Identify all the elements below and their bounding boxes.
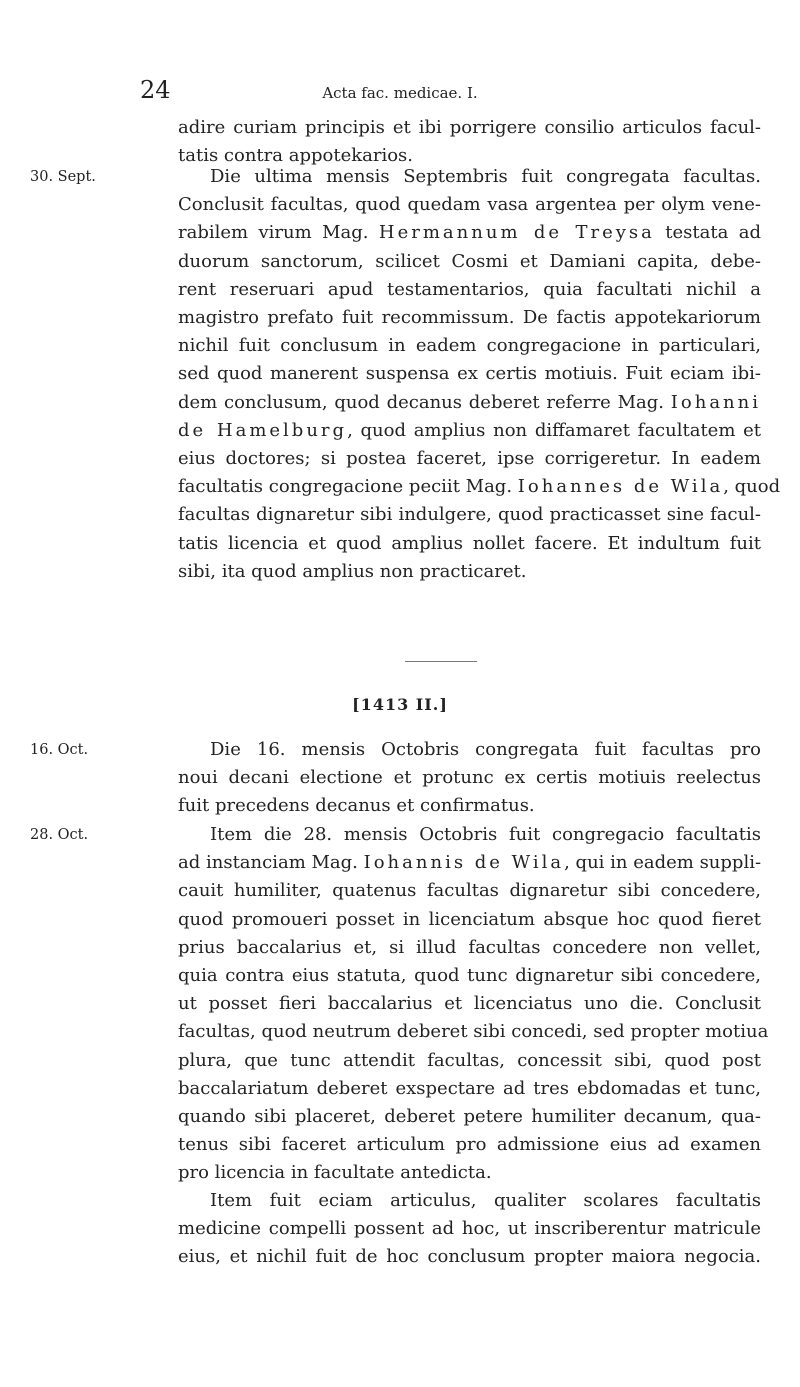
paragraph-30-sept (178, 163, 781, 586)
text-line: Die 16. mensis Octobris congregata fuit facultas pro (210, 739, 761, 760)
text-segment: dem conclusum, quod decanus deberet referre Mag. (178, 391, 671, 413)
text-line: adire curiam principis et ibi porrigere consilio articulos facul- (178, 117, 761, 138)
text-line: cauit humiliter, quatenus facultas dignaretur sibi concedere, (178, 880, 761, 902)
text-line: facultas, quod neutrum deberet sibi concedi, sed propter motiua (178, 1021, 769, 1043)
text-segment: ad instanciam Mag. (178, 852, 364, 874)
text-segment: facultatis congregacione peciit Mag. (178, 476, 518, 498)
text-segment: testata ad (654, 222, 762, 244)
text-line: facultas dignaretur sibi indulgere, quod practicasset sine facul- (178, 504, 761, 526)
text-line: quia contra eius statuta, quod tunc dignaretur sibi concedere, (178, 965, 761, 987)
text-segment: , qui in eadem suppli- (564, 852, 762, 874)
text-segment: , quod amplius non diffamaret facultatem et (347, 419, 762, 441)
person-name-hamelburg: de Hamelburg (178, 419, 348, 441)
margin-date-28-oct: 28. Oct. (30, 827, 89, 843)
text-line: prius baccalarius et, si illud facultas concedere non vellet, (178, 936, 761, 958)
text-line: medicine compelli possent ad hoc, ut inscriberentur matricule (178, 1218, 761, 1240)
text-line (178, 389, 761, 417)
person-name-hermann: Hermannum de Treysa (378, 222, 655, 244)
text-line: tatis licencia et quod amplius nollet facere. Et indultum fuit (178, 532, 761, 554)
text-line: ut posset fieri baccalarius et licenciatus uno die. Conclusit (178, 993, 761, 1015)
text-line: quod promoueri posset in licenciatum absque hoc quod fieret (178, 908, 761, 930)
text-line: Conclusit facultas, quod quedam vasa argentea per olym vene- (178, 194, 761, 216)
person-name-wila: Iohannes de Wila (517, 476, 724, 498)
text-line: pro licencia in facultate antedicta. (178, 1162, 492, 1184)
text-line: magistro prefato fuit recommissum. De factis appotekariorum (178, 307, 761, 329)
section-divider (405, 661, 477, 662)
text-line (178, 849, 761, 877)
margin-date-16-oct: 16. Oct. (30, 742, 89, 758)
text-line: Item die 28. mensis Octobris fuit congregacio facultatis (210, 824, 761, 845)
text-line: noui decani electione et protunc ex certis motiuis reelectus (178, 767, 761, 789)
text-segment: , quod (723, 476, 781, 498)
paragraph-matricule (178, 1187, 761, 1272)
text-line: Die ultima mensis Septembris fuit congregata facultas. (210, 166, 761, 187)
text-line: eius doctores; si postea faceret, ipse corrigeretur. In eadem (178, 448, 761, 470)
text-line: baccalariatum deberet exspectare ad tres ebdomadas et tunc, (178, 1077, 761, 1099)
text-line: nichil fuit conclusum in eadem congregacione in particulari, (178, 335, 761, 357)
text-line: tenus sibi faceret articulum pro admissione eius ad examen (178, 1134, 761, 1156)
text-line: duorum sanctorum, scilicet Cosmi et Damiani capita, debe- (178, 250, 761, 272)
text-segment: rabilem virum Mag. (178, 222, 379, 244)
text-line: plura, que tunc attendit facultas, concessit sibi, quod post (178, 1049, 761, 1071)
text-line (178, 417, 761, 445)
text-line: tatis contra appotekarios. (178, 145, 414, 167)
paragraph-continuation (178, 114, 761, 170)
person-name-iohanni: Iohanni (670, 391, 761, 413)
running-title: Acta fac. medicae. I. (322, 84, 478, 102)
text-line: fuit precedens decanus et confirmatus. (178, 795, 535, 817)
page-number: 24 (140, 76, 171, 104)
text-line: quando sibi placeret, deberet petere humiliter decanum, qua- (178, 1106, 761, 1128)
text-line: rent reseruari apud testamentarios, quia facultati nichil a (178, 278, 761, 300)
person-name-wila: Iohannis de Wila (363, 852, 565, 874)
text-line: eius, et nichil fuit de hoc conclusum propter maiora negocia. (178, 1246, 761, 1268)
text-line: sibi, ita quod amplius non practicaret. (178, 560, 527, 582)
text-line: Item fuit eciam articulus, qualiter scolares facultatis (210, 1190, 761, 1211)
paragraph-28-oct (178, 821, 769, 1188)
paragraph-16-oct (178, 736, 761, 821)
section-heading-1413: [1413 II.] (352, 695, 448, 714)
margin-date-30-sept: 30. Sept. (30, 169, 96, 185)
text-line: sed quod manerent suspensa ex certis motiuis. Fuit eciam ibi- (178, 363, 761, 385)
text-line (178, 219, 761, 247)
text-line (178, 473, 781, 501)
